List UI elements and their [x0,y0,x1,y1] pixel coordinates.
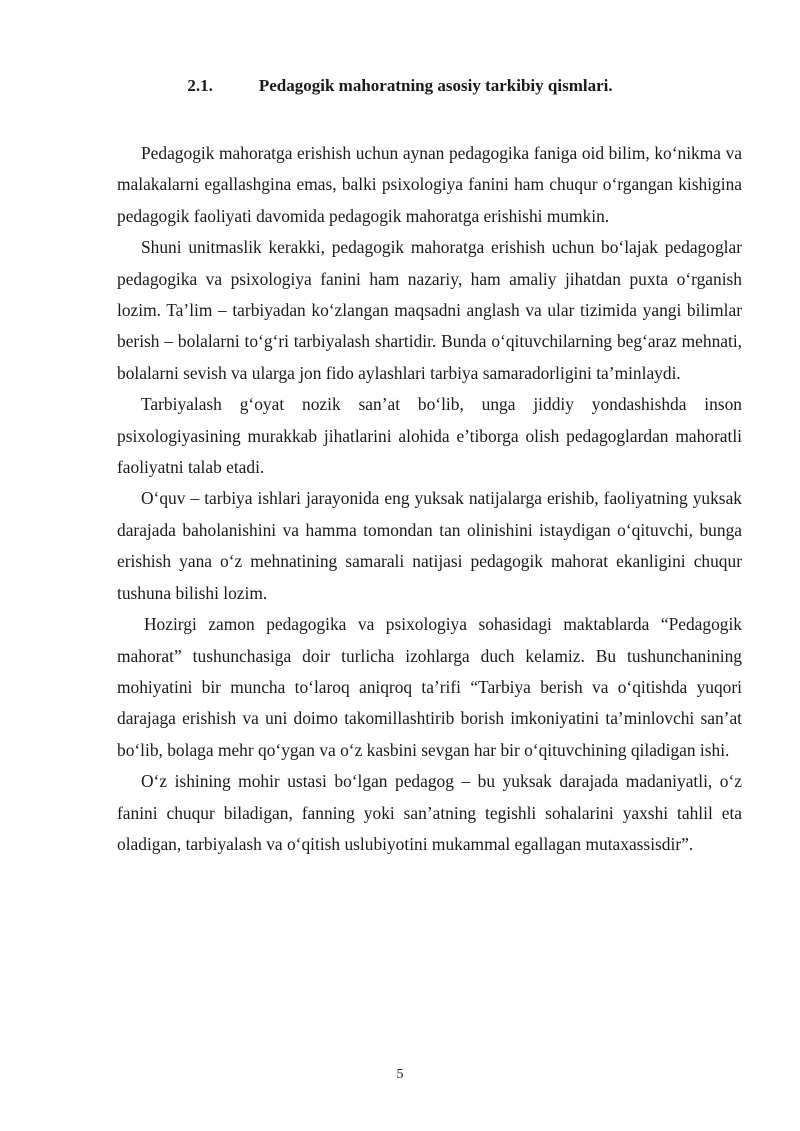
paragraph-6: O‘z ishining mohir ustasi bo‘lgan pedagog – bu yuksak darajada madaniyatli, o‘z fanini chuqur biladigan, fanning yoki san’atning tegishli sohalarini yaxshi tahlil eta oladigan, tarbiyalash va o‘qitish uslubiyotini mukammal egallagan mutaxassisdir”. [117,771,742,854]
paragraph-1: Pedagogik mahoratga erishish uchun aynan pedagogika faniga oid bilim, ko‘nikma va malakalarni egallashgina emas, balki psixologiya fanini ham chuqur o‘rgangan kishigina pedagogik faoliyati davomida pedagogik mahoratga erishishi mumkin. [117,143,742,226]
paragraph-2: Shuni unitmaslik kerakki, pedagogik mahoratga erishish uchun bo‘lajak pedagoglar pedagogika va psixologiya fanini ham nazariy, ham amaliy jihatdan puxta o‘rganish lozim. Ta’lim – tarbiyadan ko‘zlangan maqsadni anglash va ular tizimida yangi bilimlar berish – bolalarni to‘g‘ri tarbiyalash shartidir. Bunda o‘qituvchilarning beg‘araz mehnati, bolalarni sevish va ularga jon fido aylashlari tarbiya samaradorligini ta’minlaydi. [117,237,742,383]
body-text [117,138,742,860]
paragraph-4: O‘quv – tarbiya ishlari jarayonida eng yuksak natijalarga erishib, faoliyatning yuksak darajada baholanishini va hamma tomondan tan olinishini istaydigan o‘qituvchi, bunga erishish yana o‘z mehnatining samarali natijasi pedagogik mahorat ekanligini chuqur tushuna bilishi lozim. [117,488,742,603]
section-heading [0,74,800,98]
section-number: 2.1. [187,76,213,95]
section-title: Pedagogik mahoratning asosiy tarkibiy qismlari. [258,76,613,95]
paragraph-5: Hozirgi zamon pedagogika va psixologiya sohasidagi maktablarda “Pedagogik mahorat” tushunchasiga doir turlicha izohlarga duch kelamiz. Bu tushunchanining mohiyatini bir muncha to‘laroq aniqroq ta’rifi “Tarbiya berish va o‘qitishda yuqori darajaga erishish va uni doimo takomillashtirib borish imkoniyatini ta’minlovchi san’at bo‘lib, bolaga mehr qo‘ygan va o‘z kasbini sevgan har bir o‘qituvchining qiladigan ishi. [117,614,742,760]
paragraph-3: Tarbiyalash g‘oyat nozik san’at bo‘lib, unga jiddiy yondashishda inson psixologiyasining murakkab jihatlarini alohida e’tiborga olish pedagoglardan mahoratli faoliyatni talab etadi. [117,394,742,478]
page-number: 5 [396,1067,404,1082]
